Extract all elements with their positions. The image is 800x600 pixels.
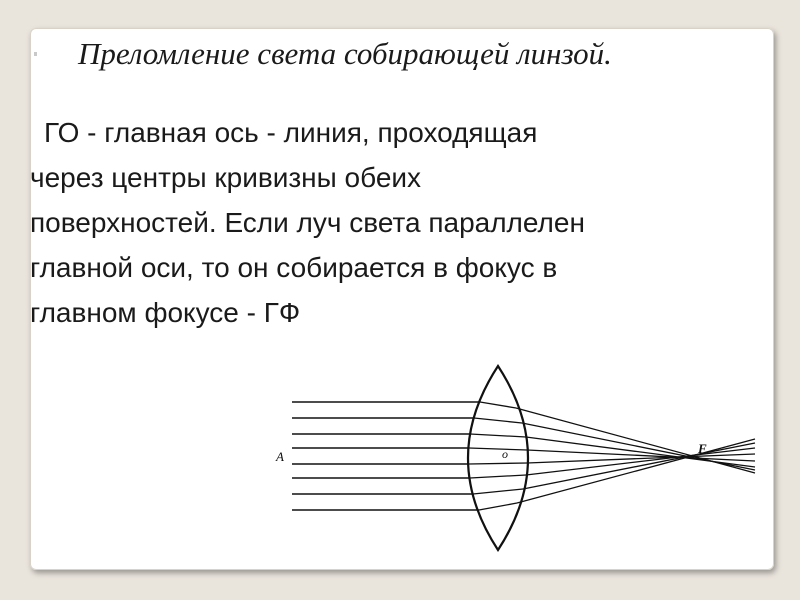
body-line: поверхностей. Если луч света параллелен (30, 207, 585, 238)
label-o: o (502, 447, 508, 461)
converging-lens-diagram (270, 360, 760, 555)
body-line: главной оси, то он собирается в фокус в (30, 252, 558, 283)
label-a: A (276, 449, 284, 464)
lens-outline (468, 366, 528, 550)
internal-rays (469, 402, 527, 510)
body-line: главном фокусе - ГФ (30, 297, 301, 328)
incoming-rays (292, 402, 480, 510)
label-f: F (698, 441, 707, 456)
body-line: через центры кривизны обеих (30, 162, 422, 193)
refracted-rays (516, 408, 755, 503)
slide-title: Преломление света собирающей линзой. (78, 36, 612, 71)
slide-decoration (34, 52, 37, 56)
body-line: ГО - главная ось - линия, проходящая (44, 117, 538, 148)
slide-body-text (30, 110, 770, 335)
